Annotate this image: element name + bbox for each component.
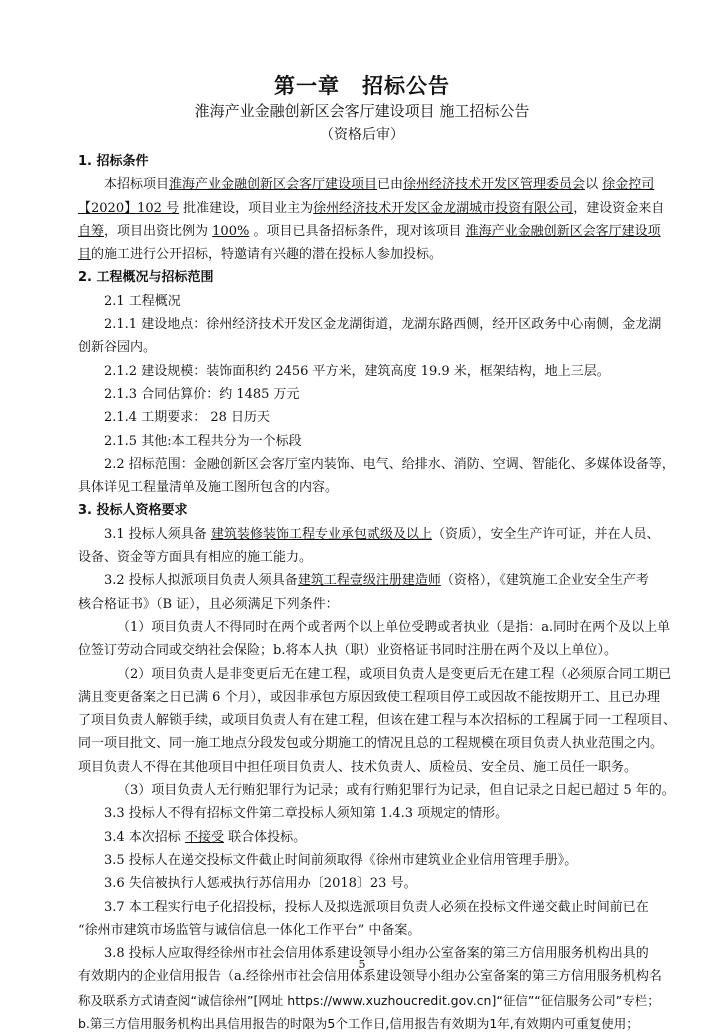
clause-2-2: 2.2 招标范围：金融创新区会客厅室内装饰、电气、给排水、消防、空调、智能化、多媒体设备等， bbox=[104, 456, 675, 472]
clause-3-8-cont-2: 称及联系方式请查阅“诚信徐州”[网址 https://www.xuzhoucredit.gov.cn]“征信”“征信服务公司”专栏； bbox=[78, 992, 660, 1008]
section-1-line-2 bbox=[78, 197, 665, 220]
approval-doc-number: 徐金控司 bbox=[602, 177, 655, 193]
clause-2-1: 2.1 工程概况 bbox=[104, 293, 181, 309]
text-run: ，项目出资比例为 bbox=[104, 223, 213, 239]
document-body bbox=[78, 150, 677, 1035]
section-2-heading: 2. 工程概况与招标范围 bbox=[78, 270, 214, 286]
project-name-repeat: 淮海产业金融创新区会客厅建设项 bbox=[465, 223, 661, 239]
clause-3-7: 3.7 本工程实行电子化招投标，投标人及拟选派项目负责人必须在投标文件递交截止时间前已在 bbox=[104, 899, 649, 915]
section-1-line-1 bbox=[78, 173, 655, 196]
text-run: 批准建设，项目业主为 bbox=[179, 200, 314, 216]
project-owner: 徐州经济技术开发区金龙湖城市投资有限公司 bbox=[313, 200, 574, 216]
approval-doc-number-cont: 【2020】102 号 bbox=[78, 200, 180, 216]
project-name-repeat-cont: 目 bbox=[78, 247, 92, 263]
text-run: 的施工进行公开招标，特邀请有兴趣的潜在投标人参加投标。 bbox=[91, 247, 443, 263]
required-qualification: 建筑装修装饰工程专业承包贰级及以上 bbox=[210, 526, 432, 542]
condition-2-cont-1: 满且变更备案之日已满 6 个月），或因非承包方原因致使工程项目停工或因故不能按期开工、且已办理 bbox=[78, 689, 661, 705]
text-run: 本招标项目 bbox=[104, 177, 170, 193]
clause-3-6: 3.6 失信被执行人惩戒执行苏信用办〔2018〕23 号。 bbox=[104, 876, 417, 892]
text-run: 。项目已具备招标条件，现对该项目 bbox=[249, 223, 466, 239]
required-certification: 建筑工程壹级注册建造师 bbox=[297, 573, 441, 589]
funding-ratio: 100% bbox=[212, 223, 250, 239]
clause-3-8-cont-3: b.第三方信用服务机构出具信用报告的时限为5个工作日,信用报告有效期为1年,有效期内可重复使用； bbox=[78, 1015, 639, 1031]
clause-2-1-1-cont: 创新谷园内。 bbox=[78, 340, 157, 356]
page-number: 5 bbox=[358, 958, 366, 971]
notice-subtitle: （资格后审） bbox=[320, 127, 404, 143]
condition-2: （2）项目负责人是非变更后无在建工程，或项目负责人是变更后无在建工程（必须原合同工期已 bbox=[117, 666, 672, 682]
text-run: ，建设资金来自 bbox=[573, 200, 665, 216]
text-run: （资质），安全生产许可证，并在人员、 bbox=[431, 526, 660, 542]
section-1-heading: 1. 招标条件 bbox=[78, 154, 149, 169]
notice-title: 淮海产业金融创新区会客厅建设项目 施工招标公告 bbox=[194, 102, 530, 120]
text-run: 以 bbox=[585, 177, 603, 193]
clause-3-5: 3.5 投标人在递交投标文件截止时间前须取得《徐州市建筑业企业信用管理手册》。 bbox=[104, 852, 578, 868]
condition-2-cont-2: 了项目负责人解锁手续，或项目负责人有在建工程，但该在建工程与本次招标的工程属于同一工程项目、 bbox=[78, 713, 677, 729]
clause-3-2-cont: 核合格证书》（B 证），且必须满足下列条件： bbox=[78, 596, 339, 612]
clause-3-2 bbox=[78, 569, 652, 592]
clause-2-1-3: 2.1.3 合同估算价：约 1485 万元 bbox=[104, 386, 300, 402]
condition-3: （3）项目负责人无行贿犯罪行为记录；或有行贿犯罪行为记录，但自记录之日起已超过 5 年的。 bbox=[117, 783, 675, 799]
condition-2-cont-3: 同一项目批文、同一施工地点分段发包或分期施工的情况且总的工程规模在项目负责人执业范围之内。 bbox=[78, 736, 664, 752]
text-run: 联合体投标。 bbox=[223, 829, 307, 845]
consortium-policy: 不接受 bbox=[184, 829, 224, 845]
approval-authority: 徐州经济技术开发区管理委员会 bbox=[403, 177, 586, 193]
project-name: 淮海产业金融创新区会客厅建设项目 bbox=[169, 177, 378, 193]
condition-1-cont: 位签订劳动合同或交纳社会保险；b.将本人执（职）业资格证书同时注册在两个及以上单位）。 bbox=[78, 643, 617, 659]
funding-source: 自筹 bbox=[78, 223, 105, 239]
text-run: 已由 bbox=[377, 177, 404, 193]
clause-2-1-1: 2.1.1 建设地点：徐州经济技术开发区金龙湖街道，龙湖东路西侧，经开区政务中心南侧，金龙湖 bbox=[104, 317, 662, 333]
clause-2-1-4: 2.1.4 工期要求： 28 日历天 bbox=[104, 410, 271, 426]
text-run: 3.2 投标人拟派项目负责人须具备 bbox=[104, 573, 298, 589]
condition-1: （1）项目负责人不得同时在两个或者两个以上单位受聘或者执业（是指：a.同时在两个及以上单 bbox=[117, 619, 671, 635]
text-run: 3.1 投标人须具备 bbox=[104, 526, 211, 542]
clause-3-1 bbox=[78, 523, 660, 546]
section-1-line-3 bbox=[78, 220, 661, 243]
clause-3-8-cont-1: 有效期内的企业信用报告（a.经徐州市社会信用体系建设领导小组办公室备案的第三方信用服务机构名 bbox=[78, 969, 662, 985]
section-1-line-4 bbox=[78, 243, 652, 266]
section-3-heading: 3. 投标人资格要求 bbox=[78, 503, 188, 519]
clause-3-1-cont: 设备、资金等方面具有相应的施工能力。 bbox=[78, 550, 313, 566]
clause-3-7-cont: “徐州市建筑市场监管与诚信信息一体化工作平台” 中备案。 bbox=[78, 922, 421, 938]
condition-2-cont-4: 项目负责人不得在其他项目中担任项目负责人、技术负责人、质检员、安全员、施工员任一职务。 bbox=[78, 759, 638, 775]
clause-3-4 bbox=[78, 826, 652, 849]
text-run: （资格），《建筑施工企业安全生产考 bbox=[440, 573, 649, 589]
text-run: 3.4 本次招标 bbox=[104, 829, 185, 845]
clause-2-1-2: 2.1.2 建设规模：装饰面积约 2456 平方米，建筑高度 19.9 米，框架结构，地上三层。 bbox=[104, 363, 610, 379]
clause-3-8: 3.8 投标人应取得经徐州市社会信用体系建设领导小组办公室备案的第三方信用服务机构出具的 bbox=[104, 946, 649, 962]
clause-2-2-cont: 具体详见工程量清单及施工图所包含的内容。 bbox=[78, 480, 339, 496]
clause-2-1-5: 2.1.5 其他:本工程共分为一个标段 bbox=[104, 433, 302, 449]
chapter-title: 第一章 招标公告 bbox=[274, 74, 450, 98]
clause-3-3: 3.3 投标人不得有招标文件第二章投标人须知第 1.4.3 项规定的情形。 bbox=[104, 806, 509, 822]
